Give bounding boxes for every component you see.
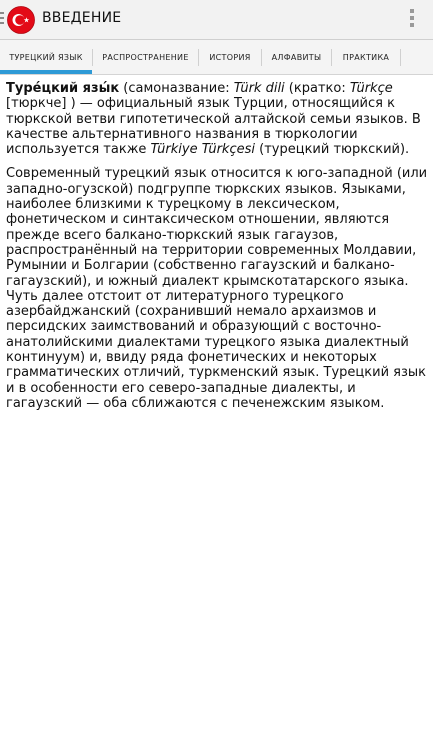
body-paragraph: Современный турецкий язык относится к юго-западной (или западно-огузской) подгруппе тюркских языков. Языками, наиболее близкими к турецкому в лексическом, фонетическом и синтаксическом отношении, являются прежде всего балкано-тюркский язык гагаузов, распространённый на территории современных Молдавии, Румынии и Болгарии (собственно гагаузский и балкано-гагаузский), и южный диалект крымскотатарского языка. Чуть далее отстоит от литературного турецкого азербайджанский (сохранивший немало архаизмов и персидских заимствований и образующий с восточно-анатолийскими диалектами турецкого языка диалектный континуум) и, ввиду ряда фонетических и некоторых грамматических отличий, туркменский язык. Турецкий язык и в особенности его северо-западные диалекты, и гагаузский — оба сближаются с печенежским языком. [6,166,428,411]
app-title: ВВЕДЕНИЕ [42,10,122,26]
app-bar [0,0,433,40]
turkey-flag-icon[interactable] [7,6,35,34]
text-span: [тюркче] ) — официальный язык Турции, относящийся к тюркской ветви гипотетической алтайской семьи языков. В качестве альтернативного названия в тюркологии используется также [6,96,421,158]
tab-divider [400,49,401,66]
text-span: (самоназвание: [119,81,234,96]
short-name: Türkçe [349,81,393,96]
intro-paragraph [6,81,428,157]
article-term: Туре́цкий язы́к [6,81,120,96]
tab-alphabets[interactable]: АЛФАВИТЫ [271,53,322,62]
tab-distribution[interactable]: РАСПРОСТРАНЕНИЕ [102,53,189,62]
tab-practice[interactable]: ПРАКТИКА [342,53,390,62]
overflow-menu-icon[interactable] [409,9,415,31]
tab-history[interactable]: ИСТОРИЯ [209,53,251,62]
text-span: (турецкий тюркский). [255,142,410,158]
hamburger-icon[interactable] [0,12,4,28]
tab-turkish-language[interactable]: ТУРЕЦКИЙ ЯЗЫК [9,53,83,62]
alternative-name: Türkiye Türkçesi [150,142,255,158]
text-span: (кратко: [284,81,350,96]
selected-tab-indicator [0,70,92,74]
native-name: Türk dili [233,81,285,96]
article-content [6,81,428,420]
